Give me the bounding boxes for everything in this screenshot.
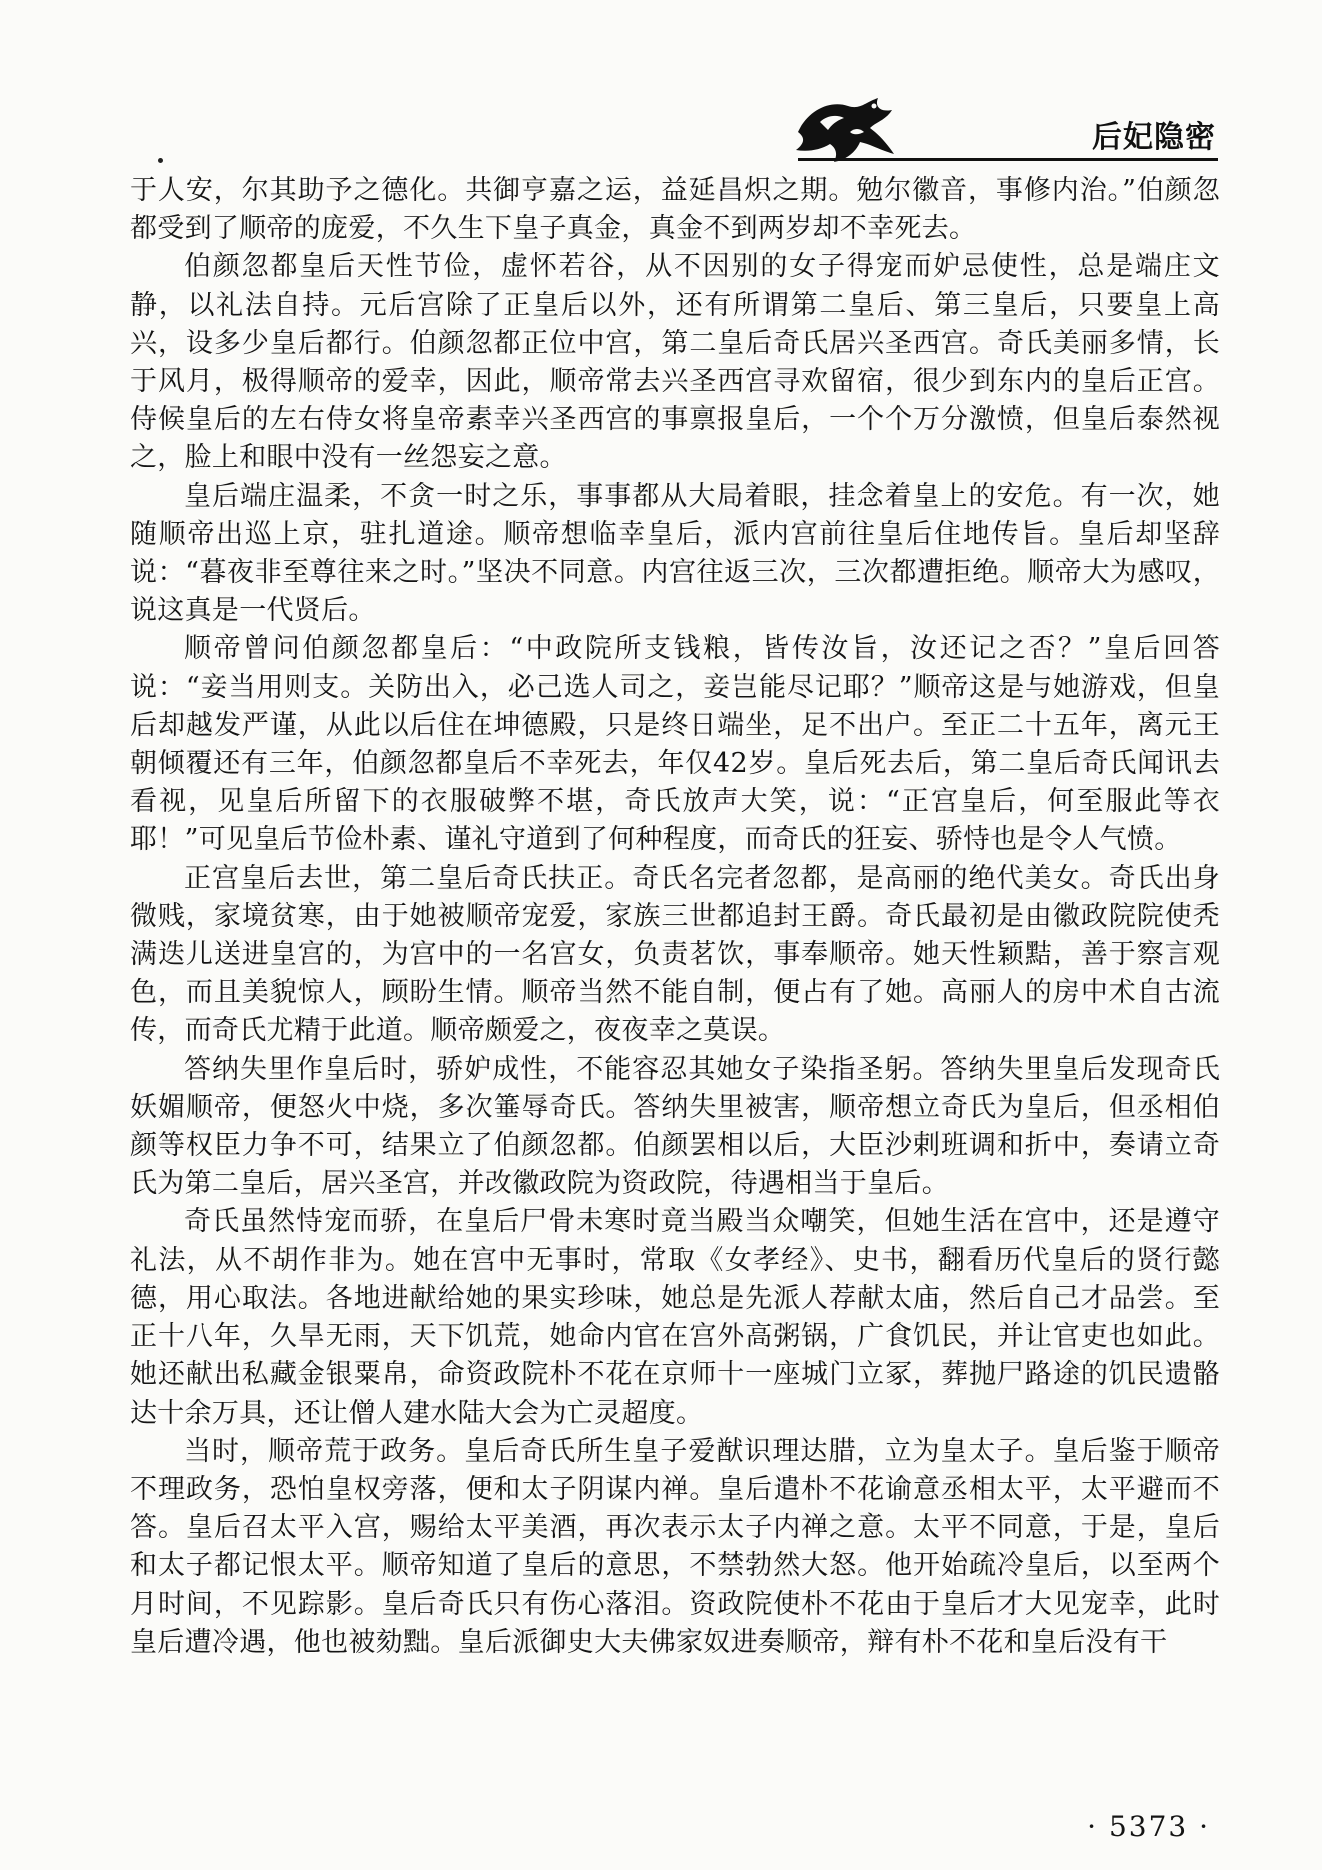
paragraph: 顺帝曾问伯颜忽都皇后：“中政院所支钱粮，皆传汝旨，汝还记之否？”皇后回答说：“妾当用则支。关防出入，必己选人司之，妾岂能尽记耶？”顺帝这是与她游戏，但皇后却越发严谨，从此以后住在坤德殿，只是终日端坐，足不出户。至正二十五年，离元王朝倾覆还有三年，伯颜忽都皇后不幸死去，年仅42岁。皇后死去后，第二皇后奇氏闻讯去看视，见皇后所留下的衣服破弊不堪，奇氏放声大笑，说：“正宫皇后，何至服此等衣耶！”可见皇后节俭朴素、谨礼守道到了何种程度，而奇氏的狂妄、骄恃也是令人气愤。 (130, 633, 1220, 856)
header-title: 后妃隐密 (1092, 120, 1216, 155)
paragraph: 皇后端庄温柔，不贪一时之乐，事事都从大局着眼，挂念着皇上的安危。有一次，她随顺帝出巡上京，驻扎道途。顺帝想临幸皇后，派内宫前往皇后住地传旨。皇后却坚辞说：“暮夜非至尊往来之时。”坚决不同意。内宫往返三次，三次都遭拒绝。顺帝大为感叹，说这真是一代贤后。 (130, 480, 1220, 627)
paragraph: 于人安，尔其助予之德化。共御亨嘉之运，益延昌炽之期。勉尔徽音，事修内治。”伯颜忽都受到了顺帝的庞爱，不久生下皇子真金，真金不到两岁却不幸死去。 (130, 175, 1220, 245)
paragraph: 当时，顺帝荒于政务。皇后奇氏所生皇子爱猷识理达腊，立为皇太子。皇后鉴于顺帝不理政务，恐怕皇权旁落，便和太子阴谋内禅。皇后遣朴不花谕意丞相太平，太平避而不答。皇后召太平入宫，赐给太平美酒，再次表示太子内禅之意。太平不同意，于是，皇后和太子都记恨太平。顺帝知道了皇后的意思，不禁勃然大怒。他开始疏冷皇后，以至两个月时间，不见踪影。皇后奇氏只有伤心落泪。资政院使朴不花由于皇后才大见宠幸，此时皇后遭冷遇，他也被劾黜。皇后派御史大夫佛家奴进奏顺帝，辩有朴不花和皇后没有干 (130, 1435, 1220, 1658)
dragon-emblem-icon (790, 92, 900, 164)
header-rule (798, 158, 1218, 161)
body-text (130, 172, 1220, 1662)
paragraph: 奇氏虽然恃宠而骄，在皇后尸骨未寒时竟当殿当众嘲笑，但她生活在宫中，还是遵守礼法，从不胡作非为。她在宫中无事时，常取《女孝经》、史书，翻看历代皇后的贤行懿德，用心取法。各地进献给她的果实珍味，她总是先派人荐献太庙，然后自己才品尝。至正十八年，久旱无雨，天下饥荒，她命内官在宫外高粥锅，广食饥民，并让官吏也如此。她还献出私藏金银粟帛，命资政院朴不花在京师十一座城门立冢，葬抛尸路途的饥民遗骼达十余万具，还让僧人建水陆大会为亡灵超度。 (130, 1206, 1220, 1429)
paragraph: 正宫皇后去世，第二皇后奇氏扶正。奇氏名完者忽都，是高丽的绝代美女。奇氏出身微贱，家境贫寒，由于她被顺帝宠爱，家族三世都追封王爵。奇氏最初是由徽政院院使秃满迭儿送进皇宫的，为宫中的一名宫女，负责茗饮，事奉顺帝。她天性颖黠，善于察言观色，而且美貌惊人，顾盼生情。顺帝当然不能自制，便占有了她。高丽人的房中术自古流传，而奇氏尤精于此道。顺帝颇爱之，夜夜幸之莫误。 (130, 862, 1220, 1047)
paragraph: 答纳失里作皇后时，骄妒成性，不能容忍其她女子染指圣躬。答纳失里皇后发现奇氏妖媚顺帝，便怒火中烧，多次箠辱奇氏。答纳失里被害，顺帝想立奇氏为皇后，但丞相伯颜等权臣力争不可，结果立了伯颜忽都。伯颜罢相以后，大臣沙剌班调和折中，奏请立奇氏为第二皇后，居兴圣宫，并改徽政院为资政院，待遇相当于皇后。 (130, 1053, 1220, 1200)
page-header (0, 0, 1322, 170)
page-number: · 5373 · (1087, 1810, 1210, 1843)
margin-dot (158, 158, 163, 163)
paragraph: 伯颜忽都皇后天性节俭，虚怀若谷，从不因别的女子得宠而妒忌使性，总是端庄文静，以礼法自持。元后宫除了正皇后以外，还有所谓第二皇后、第三皇后，只要皇上高兴，设多少皇后都行。伯颜忽都正位中宫，第二皇后奇氏居兴圣西宫。奇氏美丽多情，长于风月，极得顺帝的爱幸，因此，顺帝常去兴圣西宫寻欢留宿，很少到东内的皇后正宫。侍候皇后的左右侍女将皇帝素幸兴圣西宫的事禀报皇后，一个个万分激愤，但皇后泰然视之，脸上和眼中没有一丝怨妄之意。 (130, 251, 1220, 474)
